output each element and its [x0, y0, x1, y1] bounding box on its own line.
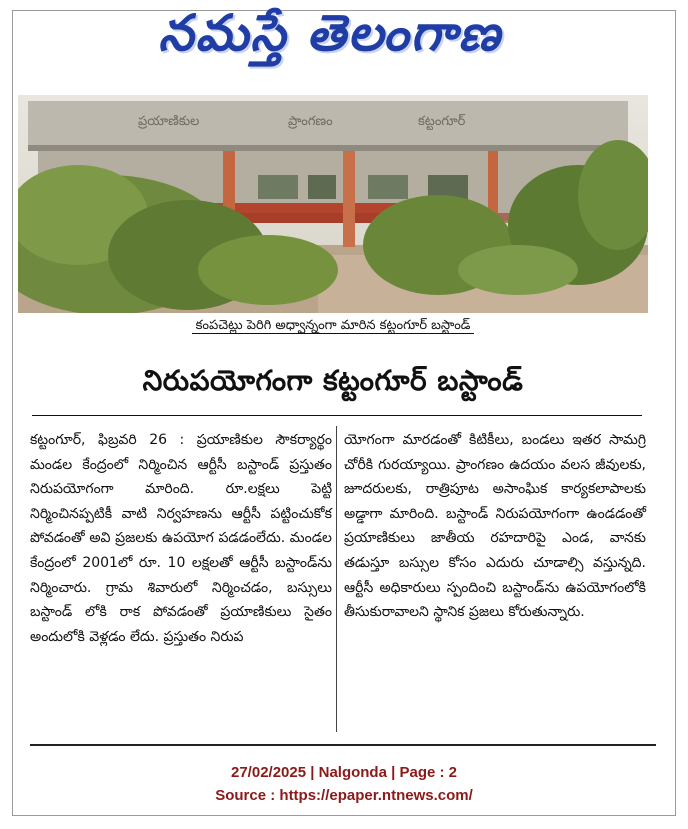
column-divider	[336, 426, 337, 732]
article-right-text: యోగంగా మారడంతో కిటికీలు, బండలు ఇతర సామగ్రి చోరీకి గురయ్యాయి. ప్రాంగణం ఉదయం వలస జీవులకు, జూదరులకు, రాత్రిపూట అసాంఘిక కార్యకలాపాలకు అడ్డాగా మారింది. బస్టాండ్ నిరుపయోగంగా ఉండడంతో ప్రయాణికులు జాతీయ రహదారిపై ఎండ, వానకు తడుస్తూ బస్సుల కోసం ఎదురు చూడాల్సి వస్తున్నది. ఆర్టీసీ అధికారులు స్పందించి బస్టాండ్‌ను ఉపయోగంలోకి తీసుకురావాలని స్థానిక ప్రజలు కోరుతున్నారు.	[344, 432, 646, 621]
svg-text:ప్రయాణికుల: ప్రయాణికుల	[138, 114, 200, 129]
article-headline: నిరుపయోగంగా కట్టంగూర్ బస్టాండ్	[142, 364, 524, 397]
bus-stand-illustration	[18, 95, 648, 313]
bottom-divider	[30, 744, 656, 746]
photo-caption-text: కంపచెట్లు పెరిగి అధ్వాన్నంగా మారిన కట్టంగూర్ బస్టాండ్	[192, 318, 475, 334]
article-column-left	[30, 428, 332, 649]
photo-caption	[18, 318, 648, 340]
article-column-right	[344, 428, 646, 625]
bus-stand-photo	[18, 95, 648, 313]
svg-text:కట్టంగూర్: కట్టంగూర్	[418, 114, 466, 129]
headline-divider	[32, 415, 642, 416]
svg-text:ప్రాంగణం: ప్రాంగణం	[288, 114, 333, 129]
edition-info: 27/02/2025 | Nalgonda | Page : 2	[231, 764, 457, 781]
article-left-text: కట్టంగూర్, ఫిబ్రవరి 26 : ప్రయాణికుల సౌకర్యార్థం మండల కేంద్రంలో నిర్మించిన ఆర్టీసీ బస్టాండ్ ప్రస్తుతం నిరుపయోగంగా మారింది. రూ.లక్షలు పెట్టి నిర్మించినప్పటికీ వాటి నిర్వహణను ఆర్టీసీ పట్టించుకోక పోవడంతో అవి ప్రజలకు ఉపయోగ పడడంలేదు. మండల కేంద్రంలో 2001లో రూ. 10 లక్షలతో ఆర్టీసీ బస్టాండ్‌ను నిర్మించారు. గ్రామ శివారులో నిర్మించడం, బస్సులు బస్టాండ్ లోకి రాక పోవడంతో ప్రయాణికులు సైతం అందులోకి వెళ్లడం లేదు. ప్రస్తుతం నిరుప	[30, 432, 332, 645]
source-link[interactable]: Source : https://epaper.ntnews.com/	[215, 787, 473, 804]
newspaper-masthead: నమస్తే తెలంగాణ	[158, 3, 502, 62]
